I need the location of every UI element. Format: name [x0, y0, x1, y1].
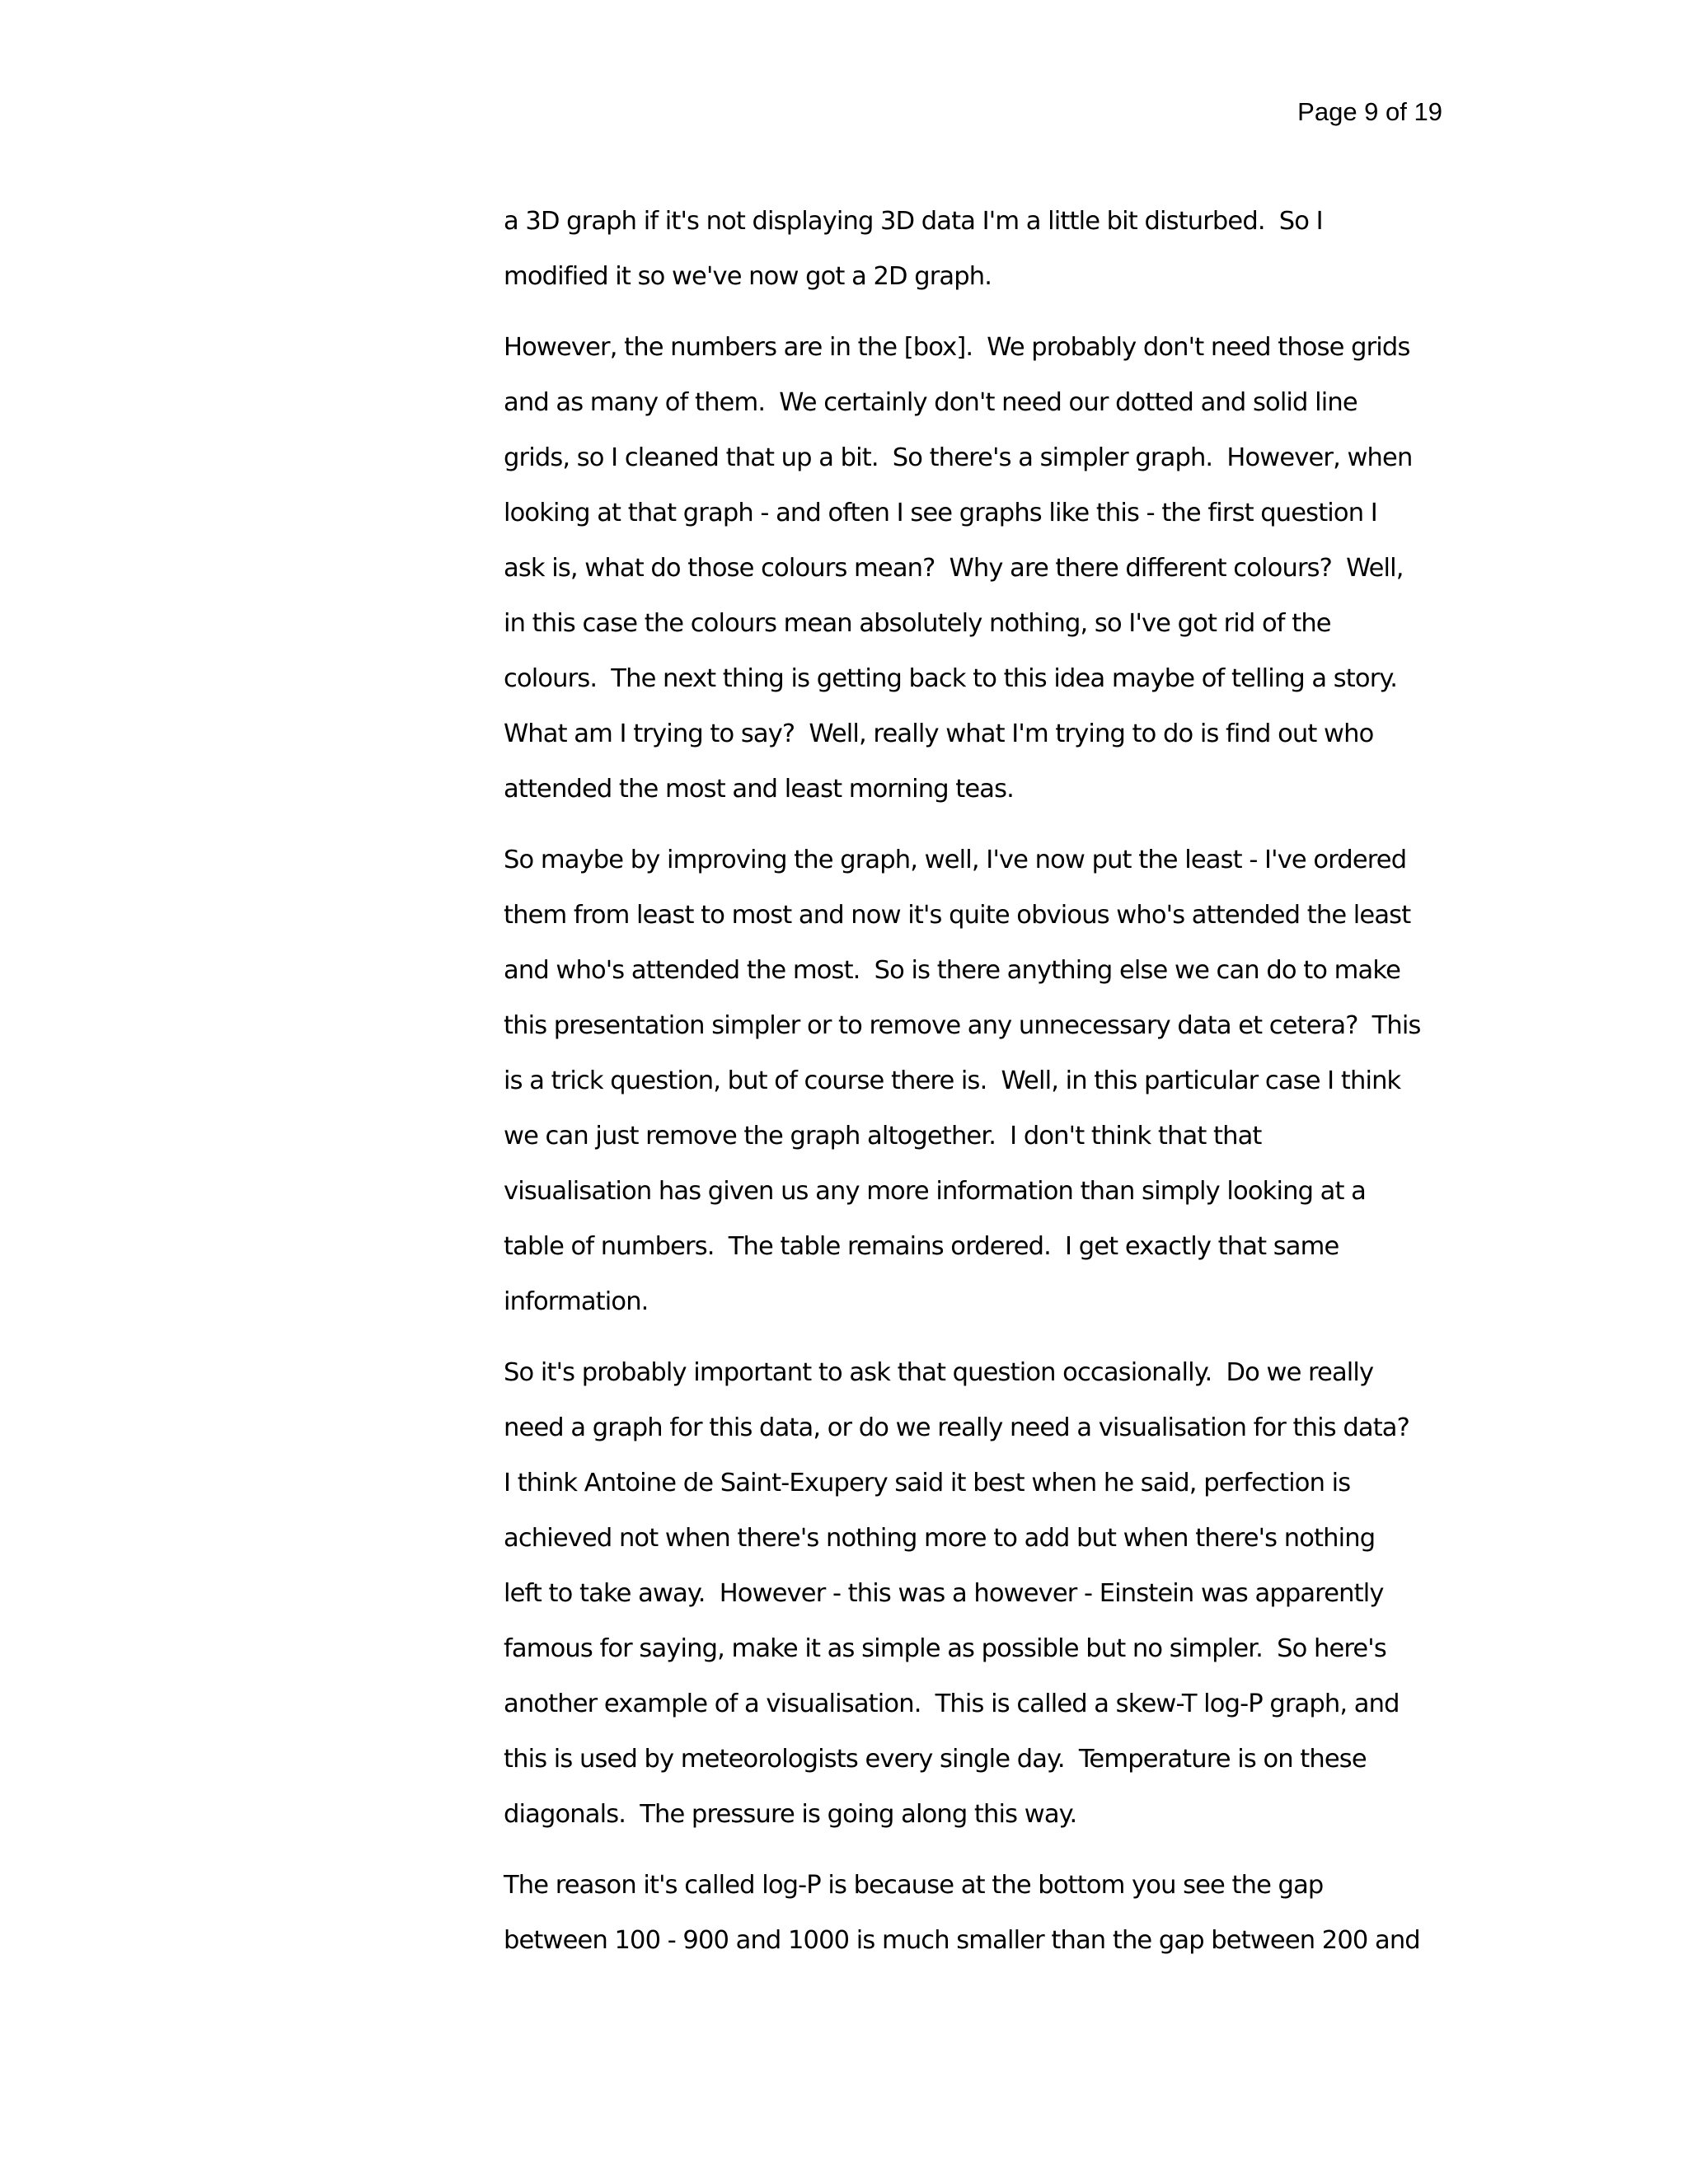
text-line: What am I trying to say? Well, really what I'm trying to do is find out who	[504, 719, 1374, 748]
transcript-body	[504, 194, 1451, 1984]
text-line: them from least to most and now it's quite obvious who's attended the least	[504, 901, 1411, 930]
text-line: and as many of them. We certainly don't need our dotted and solid line	[504, 388, 1357, 417]
text-line: visualisation has given us any more information than simply looking at a	[504, 1177, 1366, 1206]
paragraph-4	[504, 1345, 1451, 1842]
text-line: I think Antoine de Saint-Exupery said it best when he said, perfection is	[504, 1469, 1351, 1497]
text-line: modified it so we've now got a 2D graph.	[504, 262, 992, 291]
text-line: ask is, what do those colours mean? Why are there different colours? Well,	[504, 554, 1404, 583]
paragraph-5	[504, 1858, 1451, 1968]
text-line: another example of a visualisation. This is called a skew-T log-P graph, and	[504, 1690, 1400, 1718]
text-line: grids, so I cleaned that up a bit. So there's a simpler graph. However, when	[504, 443, 1413, 472]
text-line: we can just remove the graph altogether. I don't think that that	[504, 1122, 1262, 1151]
paragraph-3	[504, 832, 1451, 1329]
text-line: and who's attended the most. So is there anything else we can do to make	[504, 956, 1400, 985]
paragraph-1	[504, 194, 1451, 304]
text-line: However, the numbers are in the [box]. We probably don't need those grids	[504, 333, 1410, 362]
text-line: So it's probably important to ask that question occasionally. Do we really	[504, 1358, 1374, 1387]
text-line: between 100 - 900 and 1000 is much smaller than the gap between 200 and	[504, 1926, 1420, 1955]
text-line: looking at that graph - and often I see graphs like this - the first question I	[504, 499, 1377, 527]
text-line: left to take away. However - this was a however - Einstein was apparently	[504, 1579, 1384, 1608]
page-number: Page 9 of 19	[1297, 97, 1442, 126]
text-line: famous for saying, make it as simple as possible but no simpler. So here's	[504, 1634, 1386, 1663]
text-line: this presentation simpler or to remove any unnecessary data et cetera? This	[504, 1011, 1421, 1040]
text-line: attended the most and least morning teas.	[504, 775, 1015, 804]
paragraph-2	[504, 320, 1451, 817]
text-line: colours. The next thing is getting back to this idea maybe of telling a story.	[504, 664, 1398, 693]
text-line: table of numbers. The table remains ordered. I get exactly that same	[504, 1232, 1339, 1261]
text-line: The reason it's called log-P is because at the bottom you see the gap	[504, 1871, 1324, 1900]
text-line: a 3D graph if it's not displaying 3D data I'm a little bit disturbed. So I	[504, 207, 1323, 236]
text-line: information.	[504, 1287, 649, 1316]
text-line: this is used by meteorologists every single day. Temperature is on these	[504, 1745, 1367, 1774]
text-line: is a trick question, but of course there is. Well, in this particular case I think	[504, 1066, 1401, 1095]
text-line: So maybe by improving the graph, well, I've now put the least - I've ordered	[504, 846, 1407, 874]
text-line: achieved not when there's nothing more to add but when there's nothing	[504, 1524, 1376, 1553]
text-line: diagonals. The pressure is going along this way.	[504, 1800, 1077, 1829]
text-line: in this case the colours mean absolutely nothing, so I've got rid of the	[504, 609, 1331, 638]
text-line: need a graph for this data, or do we really need a visualisation for this data?	[504, 1413, 1409, 1442]
